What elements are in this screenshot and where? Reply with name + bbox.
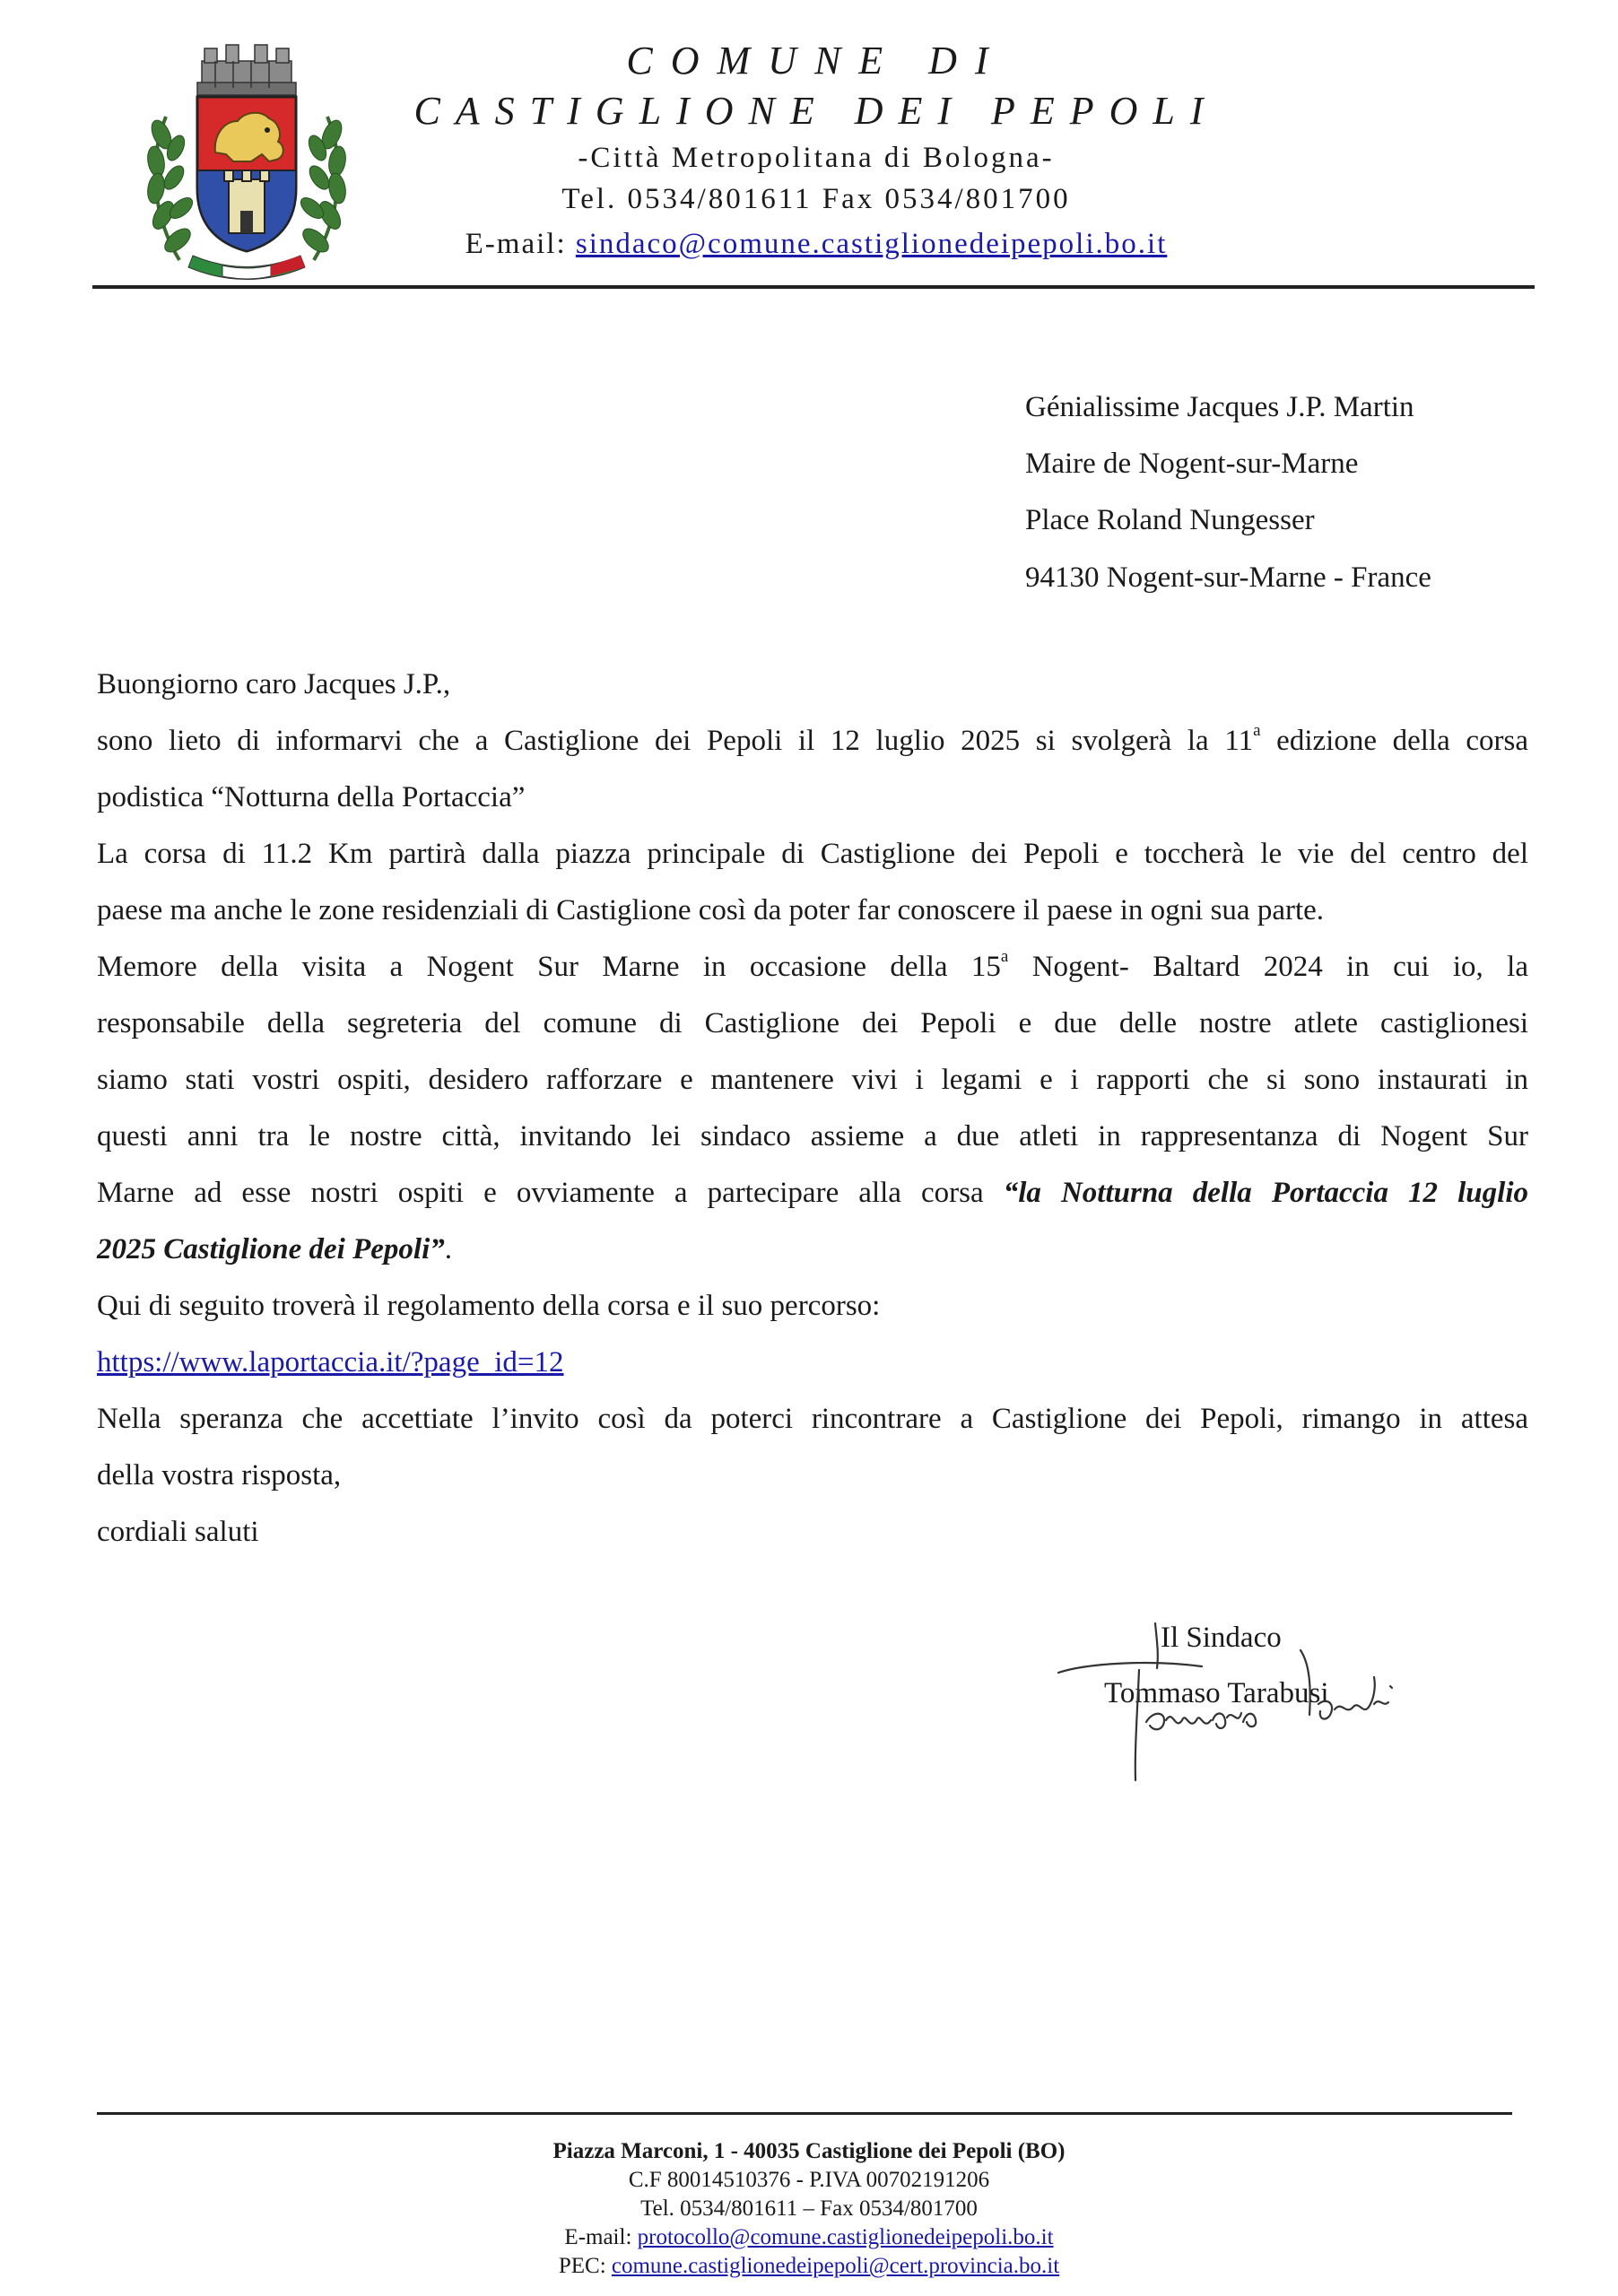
paragraph-line: 2025 Castiglione dei Pepoli”. (97, 1233, 452, 1265)
footer-phone: Tel. 0534/801611 – Fax 0534/801700 (640, 2196, 978, 2221)
paragraph-line: La corsa di 11.2 Km partirà dalla piazza principale di Castiglione dei Pepoli e toccherà le vie del centro del (97, 838, 1528, 870)
recipient-street: Place Roland Nungesser (1025, 504, 1315, 536)
header-email-line (278, 228, 1354, 261)
paragraph-line: della vostra risposta, (97, 1459, 342, 1492)
municipality-name: CASTIGLIONE DEI PEPOLI (413, 89, 1219, 133)
paragraph-line: responsabile della segreteria del comune di Castiglione dei Pepoli e due delle nostre atlete castiglionesi (97, 1007, 1528, 1039)
event-rules-link[interactable]: https://www.laportaccia.it/?page_id=12 (97, 1346, 564, 1378)
paragraph-line: questi anni tra le nostre città, invitando lei sindaco assieme a due atleti in rappresentanza di Nogent Sur (97, 1120, 1528, 1152)
paragraph-line: sono lieto di informarvi che a Castiglione dei Pepoli il 12 luglio 2025 si svolgerà la 11$^a$ edizione della corsa (97, 721, 1528, 757)
paragraph-line: Nella speranza che accettiate l’invito così da poterci rincontrare a Castiglione dei Pepoli, rimango in attesa (97, 1403, 1528, 1435)
recipient-title: Maire de Nogent-sur-Marne (1025, 448, 1359, 480)
paragraph-line: Marne ad esse nostri ospiti e ovviamente a partecipare alla corsa “la Notturna della Portaccia 12 luglio (97, 1177, 1528, 1209)
event-name-emphasis: “la Notturna della Portaccia 12 luglio (1003, 1177, 1528, 1209)
greeting: Buongiorno caro Jacques J.P., (97, 668, 451, 700)
paragraph-line: podistica “Notturna della Portaccia” (97, 781, 526, 813)
closing: cordiali saluti (97, 1516, 259, 1548)
event-date-emphasis: 2025 Castiglione dei Pepoli” (97, 1233, 445, 1265)
paragraph-line: Memore della visita a Nogent Sur Marne in occasione della 15$^a$ Nogent- Baltard 2024 in cui io, la (97, 947, 1528, 983)
metropolitan-city: -Città Metropolitana di Bologna- (578, 142, 1055, 174)
recipient-city: 94130 Nogent-sur-Marne - France (1025, 561, 1431, 594)
footer-address: Piazza Marconi, 1 - 40035 Castiglione dei Pepoli (BO) (552, 2139, 1066, 2163)
header-email-link[interactable]: sindaco@comune.castiglionedeipepoli.bo.it (575, 228, 1168, 260)
letter-body (97, 657, 1528, 1561)
header-email-label: E-mail: (465, 228, 576, 260)
signature-title: Il Sindaco (1161, 1622, 1282, 1654)
footer-divider (97, 2112, 1512, 2115)
footer-email-link[interactable]: protocollo@comune.castiglionedeipepoli.bo.it (637, 2225, 1054, 2249)
paragraph-line: Qui di seguito troverà il regolamento della corsa e il suo percorso: (97, 1290, 881, 1322)
footer-pec-link[interactable]: comune.castiglionedeipepoli@cert.provincia.bo.it (611, 2254, 1060, 2278)
paragraph-line: paese ma anche le zone residenziali di Castiglione così da poter far conoscere il paese in ogni sua parte. (97, 894, 1325, 926)
header-divider (92, 285, 1535, 289)
header-phone-fax: Tel. 0534/801611 Fax 0534/801700 (561, 183, 1071, 215)
paragraph-line (97, 1335, 1528, 1391)
footer-pec-line: PEC: comune.castiglionedeipepoli@cert.provincia.bo.it (558, 2254, 1060, 2278)
paragraph-line: siamo stati vostri ospiti, desidero rafforzare e mantenere vivi i legami e i rapporti che si sono instaurati in (97, 1064, 1528, 1096)
footer (0, 2137, 1618, 2281)
footer-email-line: E-mail: protocollo@comune.castiglionedeipepoli.bo.it (564, 2225, 1054, 2249)
municipality-heading: COMUNE DI (626, 39, 1006, 83)
footer-fiscal-codes: C.F 80014510376 - P.IVA 00702191206 (628, 2168, 990, 2192)
recipient-name: Génialissime Jacques J.P. Martin (1025, 391, 1414, 423)
signature-name: Tommaso Tarabusi (1104, 1677, 1329, 1709)
handwritten-signature (1049, 1614, 1426, 1785)
